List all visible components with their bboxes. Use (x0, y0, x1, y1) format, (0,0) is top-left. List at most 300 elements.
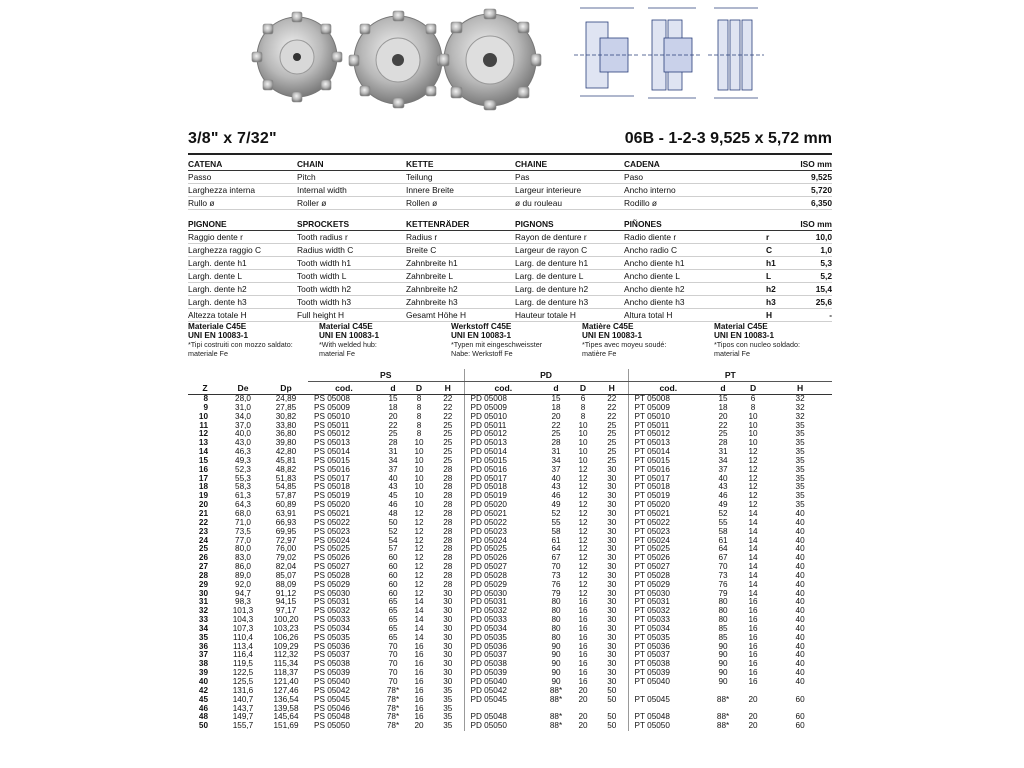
table-cell: PT 05011 (628, 422, 708, 431)
sprocket-spec-cell: Altezza totale H (188, 309, 297, 322)
table-cell: 51,83 (275, 474, 297, 483)
table-cell: 40 (795, 554, 805, 563)
table-cell: PT 05015 (628, 457, 708, 466)
table-cell: PS 05019 (314, 492, 350, 501)
table-row (188, 475, 832, 484)
table-cell: 66,93 (275, 518, 297, 527)
table-cell: PD 05050 (464, 722, 542, 731)
sprocket-spec-cell: Largeur de rayon C (515, 244, 624, 257)
chain-spec-cell: Largeur interieure (515, 184, 624, 197)
sprocket-spec-row (188, 296, 832, 309)
table-cell: 32 (795, 394, 805, 403)
table-row (188, 422, 832, 431)
table-cell: 8 (203, 394, 208, 403)
table-cell: 8 (416, 412, 422, 421)
table-cell: 10 (578, 430, 588, 439)
table-cell: 76 (718, 580, 728, 589)
group-pt: PT (628, 369, 832, 382)
title-bar (188, 130, 832, 152)
table-cell: 10 (414, 439, 424, 448)
table-cell: 43 (551, 483, 561, 492)
table-cell: PD 05025 (464, 545, 542, 554)
table-cell: PT 05028 (628, 572, 708, 581)
table-cell: 40 (795, 545, 805, 554)
sprocket-spec-cell: L (766, 270, 780, 283)
table-cell: 50 (388, 518, 398, 527)
table-cell: 15 (388, 394, 398, 403)
chain-spec-cell: Larghezza interna (188, 184, 297, 197)
table-cell: 28 (443, 501, 453, 510)
table-cell: PD 05012 (464, 430, 542, 439)
table-cell: 30 (607, 545, 617, 554)
material-note2: materiale Fe (188, 349, 228, 358)
table-cell: 65 (388, 598, 398, 607)
table-cell: 12 (414, 509, 424, 518)
sprocket-spec-cell: Larg. de denture L (515, 270, 624, 283)
table-cell: PS 05029 (314, 580, 350, 589)
table-cell: 40 (795, 660, 805, 669)
sprocket-dimensions-table (188, 369, 832, 731)
table-cell: PD 05039 (464, 669, 542, 678)
sprocket-spec-row (188, 270, 832, 283)
table-cell: 73 (551, 571, 561, 580)
table-cell: 30 (607, 554, 617, 563)
table-cell: 90 (718, 678, 728, 686)
table-cell: 25 (443, 456, 453, 465)
table-cell: 31 (551, 448, 561, 457)
table-cell: 90 (718, 642, 728, 651)
table-cell: 40 (795, 616, 805, 625)
table-cell: 29 (198, 580, 208, 589)
table-cell: 25 (443, 421, 453, 430)
table-cell: 46,3 (235, 448, 251, 457)
table-row (188, 625, 832, 634)
table-cell: 10 (414, 456, 424, 465)
table-cell: 104,3 (232, 616, 254, 625)
table-cell: 34,0 (235, 412, 251, 421)
table-cell: 12 (414, 545, 424, 554)
table-cell: 90 (551, 678, 561, 686)
chain-spec-header-cell: CHAIN (297, 158, 406, 171)
table-cell: PT 05010 (628, 413, 708, 422)
table-cell: PS 05036 (314, 642, 350, 651)
table-cell: PT 05012 (628, 430, 708, 439)
sprocket-spec-cell: Larghezza raggio C (188, 244, 297, 257)
table-cell: 88* (549, 713, 563, 722)
table-cell: PS 05025 (314, 545, 350, 554)
material-note1: *Typen mit eingeschweisster (451, 340, 543, 349)
table-cell: 12 (748, 448, 758, 457)
table-cell: 14 (748, 518, 758, 527)
table-row (188, 519, 832, 528)
column-header-row (188, 382, 832, 395)
table-cell: 16 (748, 678, 758, 686)
table-cell: 30 (443, 678, 453, 686)
table-cell: PD 05013 (464, 439, 542, 448)
table-cell: 49 (551, 501, 561, 510)
table-cell: PD 05018 (464, 483, 542, 492)
table-cell: 70 (388, 669, 398, 678)
table-cell: 60 (388, 563, 398, 572)
table-cell: 115,34 (273, 660, 299, 669)
table-cell: 30 (607, 474, 617, 483)
sprocket-spec-cell: h3 (766, 296, 780, 309)
table-cell: PT 05030 (628, 590, 708, 599)
table-cell: 118,37 (273, 669, 299, 678)
table-cell: 97,17 (275, 607, 297, 616)
table-cell: 60 (388, 589, 398, 598)
table-cell: 19 (198, 492, 208, 501)
table-cell: 14 (414, 598, 424, 607)
table-cell: 46 (718, 492, 728, 501)
table-cell: 34 (388, 456, 398, 465)
sprocket-spec-cell: Ancho diente h2 (624, 283, 766, 296)
table-cell: 90 (551, 660, 561, 669)
table-cell: 8 (416, 430, 422, 439)
table-cell: 70 (551, 563, 561, 572)
table-cell: 16 (414, 642, 424, 651)
sprocket-spec-header-cell: SPROCKETS (297, 218, 406, 231)
table-cell: 16 (414, 686, 424, 695)
table-cell: 25 (551, 430, 561, 439)
table-cell: 25 (607, 439, 617, 448)
sprocket-spec-cell: Ancho diente L (624, 270, 766, 283)
table-cell: 31 (388, 448, 398, 457)
table-cell: PT 05034 (628, 625, 708, 634)
table-cell: 16 (578, 607, 588, 616)
sprocket-spec-cell: 1,0 (780, 244, 832, 257)
table-cell: 55 (718, 518, 728, 527)
table-cell: PT 05040 (628, 678, 708, 687)
sprocket-spec-cell: Full height H (297, 309, 406, 322)
table-cell: 52 (718, 509, 728, 518)
table-cell: 40 (795, 509, 805, 518)
table-cell: 30 (443, 642, 453, 651)
table-cell: PS 05046 (314, 704, 350, 713)
table-cell: 8 (416, 403, 422, 412)
table-cell: 113,4 (233, 642, 253, 651)
table-cell: PS 05021 (314, 509, 350, 518)
table-cell: 35 (443, 695, 453, 704)
table-cell: 86,0 (235, 563, 251, 572)
table-cell: PS 05050 (314, 722, 350, 731)
table-cell: 37 (718, 465, 728, 474)
table-cell: 35 (795, 474, 805, 483)
table-cell: PS 05033 (314, 616, 350, 625)
table-cell: 30 (607, 633, 617, 642)
table-row (188, 439, 832, 448)
material-std: UNI EN 10083-1 (582, 331, 643, 340)
table-cell: PS 05022 (314, 518, 350, 527)
table-cell: 11 (199, 421, 208, 430)
table-cell: 14 (748, 554, 758, 563)
table-cell: 16 (748, 607, 758, 616)
table-cell: 122,5 (232, 669, 254, 678)
table-cell (570, 705, 596, 714)
table-cell: PD 05037 (464, 651, 542, 660)
table-cell: 40 (795, 518, 805, 527)
table-cell: PD 05019 (464, 492, 542, 501)
table-cell: 30 (607, 501, 617, 510)
table-cell: 28 (388, 439, 398, 448)
material-note (319, 322, 449, 358)
table-cell: 140,7 (232, 695, 254, 704)
table-cell: 58 (551, 527, 561, 536)
table-cell: 30 (607, 571, 617, 580)
table-cell: 15 (551, 394, 561, 403)
table-cell: 30 (443, 651, 453, 660)
table-cell: 30 (443, 616, 453, 625)
table-cell: 78* (386, 686, 400, 695)
table-cell: 10 (748, 421, 758, 430)
table-cell: PD 05030 (464, 590, 542, 599)
sprocket-spec-cell: Raggio dente r (188, 231, 297, 244)
table-cell: PS 05023 (314, 527, 350, 536)
sprocket-spec-cell: 25,6 (780, 296, 832, 309)
table-cell: 28 (551, 439, 561, 448)
table-cell: 30 (607, 536, 617, 545)
sprocket-spec-header-row (188, 218, 832, 231)
table-cell: 14 (414, 616, 424, 625)
table-row (188, 430, 832, 439)
material-title: Werkstoff C45E (451, 322, 512, 331)
table-row (188, 395, 832, 404)
table-row (188, 705, 832, 714)
sprocket-spec-cell: 5,3 (780, 257, 832, 270)
table-cell: 131,6 (232, 686, 254, 695)
table-cell: 65 (388, 624, 398, 633)
sprocket-spec-cell: Larg. de denture h3 (515, 296, 624, 309)
table-cell: 40 (795, 642, 805, 651)
table-cell: 20 (414, 722, 424, 731)
table-cell: PD 05022 (464, 519, 542, 528)
table-cell: PS 05030 (314, 589, 350, 598)
table-row (188, 590, 832, 599)
table-cell: 40 (795, 598, 805, 607)
table-cell: 76,00 (275, 545, 297, 554)
table-cell: 112,32 (273, 651, 299, 660)
table-cell: PT 05031 (628, 598, 708, 607)
table-cell: 40 (198, 678, 208, 686)
table-row (188, 457, 832, 466)
table-cell: PT 05023 (628, 528, 708, 537)
sprocket-spec-cell: Largh. dente h3 (188, 296, 297, 309)
technical-drawing-triplex (708, 8, 764, 98)
table-cell: 20 (578, 722, 588, 731)
table-cell: 43,0 (235, 439, 251, 448)
sprocket-spec-cell: - (780, 309, 832, 322)
sprocket-spec-cell: Zahnbreite L (406, 270, 515, 283)
table-cell (768, 687, 832, 696)
table-cell: 14 (748, 589, 758, 598)
sprocket-spec-cell: Ancho diente h1 (624, 257, 766, 270)
table-cell: 10 (578, 448, 588, 457)
table-cell: 25 (607, 448, 617, 457)
table-cell: 22 (388, 421, 398, 430)
table-cell: 50 (607, 713, 617, 722)
table-cell: 94,7 (235, 589, 251, 598)
table-cell: 18 (718, 403, 728, 412)
sprocket-spec-cell: Largh. dente h1 (188, 257, 297, 270)
table-cell: PT 05009 (628, 404, 708, 413)
chain-spec-cell: Pitch (297, 171, 406, 184)
table-cell: PD 05009 (464, 404, 542, 413)
table-cell: 61 (551, 536, 561, 545)
col-ps-H: H (432, 382, 464, 395)
table-cell: 32 (795, 403, 805, 412)
group-pd: PD (464, 369, 628, 382)
table-cell: PD 05026 (464, 554, 542, 563)
table-cell: 61,3 (235, 492, 251, 501)
title-divider (188, 153, 832, 155)
sprocket-spec-cell: Tooth width h3 (297, 296, 406, 309)
table-cell: 101,3 (232, 607, 254, 616)
sprocket-spec-cell: Altura total H (624, 309, 766, 322)
table-cell: 52 (551, 509, 561, 518)
table-cell: 12 (578, 571, 588, 580)
table-cell: 9 (203, 403, 208, 412)
table-cell: 60 (388, 571, 398, 580)
table-cell: PD 05048 (464, 713, 542, 722)
sprocket-spec-cell: Zahnbreite h1 (406, 257, 515, 270)
table-cell: 50 (607, 722, 617, 731)
group-header-row (188, 369, 832, 382)
sprocket-spec-cell: Breite C (406, 244, 515, 257)
table-cell: 20 (578, 713, 588, 722)
table-cell: 31 (198, 598, 208, 607)
table-cell: 94,15 (275, 598, 297, 607)
table-cell: 37 (198, 651, 208, 660)
table-cell: 12 (748, 483, 758, 492)
table-cell: PD 05045 (464, 696, 542, 705)
table-cell: 79 (718, 589, 728, 598)
sprocket-spec-cell: Rayon de denture r (515, 231, 624, 244)
table-cell: 30 (607, 527, 617, 536)
material-note2: Nabe: Werkstoff Fe (451, 349, 513, 358)
col-ps-D: D (406, 382, 432, 395)
table-cell: 60 (795, 722, 805, 731)
table-cell: 12 (578, 465, 588, 474)
table-cell: PD 05038 (464, 660, 542, 669)
table-cell: 23 (198, 527, 208, 536)
material-title: Materiale C45E (188, 322, 247, 331)
table-cell: 30 (607, 607, 617, 616)
table-cell: 16 (578, 678, 588, 686)
table-cell: 12 (578, 554, 588, 563)
chain-spec-header-cell: CADENA (624, 158, 766, 171)
table-cell: 65 (388, 607, 398, 616)
table-cell: 85,07 (275, 571, 297, 580)
table-cell: 14 (414, 607, 424, 616)
table-cell: 70 (388, 642, 398, 651)
table-cell: 37 (551, 465, 561, 474)
table-cell: PS 05035 (314, 633, 350, 642)
table-cell: 10 (578, 439, 588, 448)
table-cell: 60,89 (275, 501, 297, 510)
chain-spec-row (188, 197, 832, 210)
table-cell: 151,69 (273, 722, 299, 731)
table-cell: 79 (551, 589, 561, 598)
table-cell: PS 05017 (314, 474, 350, 483)
table-row (188, 598, 832, 607)
table-row (188, 651, 832, 660)
table-cell: 12 (748, 501, 758, 510)
table-cell: 12 (578, 492, 588, 501)
table-cell: PT 05016 (628, 466, 708, 475)
table-cell: 30 (443, 598, 453, 607)
table-cell: PS 05012 (314, 430, 350, 439)
chain-code-metric: 06B - 1-2-3 9,525 x 5,72 mm (624, 130, 832, 147)
table-cell: PD 05024 (464, 537, 542, 546)
table-row (188, 687, 832, 696)
table-cell: 73 (718, 571, 728, 580)
table-cell: 10 (414, 448, 424, 457)
table-cell: 16 (414, 651, 424, 660)
table-cell: PS 05018 (314, 483, 350, 492)
table-cell: PT 05039 (628, 669, 708, 678)
table-cell: 22 (443, 394, 453, 403)
table-cell: 90 (718, 660, 728, 669)
table-cell: 10 (748, 430, 758, 439)
table-cell: 76 (551, 580, 561, 589)
table-cell: 60 (388, 580, 398, 589)
table-row (188, 669, 832, 678)
table-cell: PT 05029 (628, 581, 708, 590)
table-cell: 32 (795, 412, 805, 421)
table-cell: 145,64 (273, 713, 299, 722)
product-images (0, 0, 1024, 112)
table-cell: 50 (198, 722, 208, 731)
table-cell: 34 (718, 456, 728, 465)
table-cell: 70 (388, 651, 398, 660)
chain-spec-cell: Passo (188, 171, 297, 184)
table-row (188, 696, 832, 705)
table-cell: PS 05026 (314, 554, 350, 563)
material-title: Matière C45E (582, 322, 634, 331)
table-cell: 28 (443, 545, 453, 554)
table-cell: 85 (718, 633, 728, 642)
table-cell: PT 05037 (628, 651, 708, 660)
table-cell: 30 (607, 669, 617, 678)
col-pt-d: d (708, 382, 738, 395)
table-cell: 8 (580, 403, 586, 412)
table-cell: 16 (414, 713, 424, 722)
table-cell: 30 (607, 563, 617, 572)
table-cell: 125,5 (232, 678, 254, 686)
table-cell: 12 (198, 430, 208, 439)
table-cell: 45 (198, 695, 208, 704)
table-cell: 16 (578, 669, 588, 678)
material-note1: *Tipes avec moyeu soudé: (582, 340, 667, 349)
table-cell: PS 05034 (314, 624, 350, 633)
table-cell: PS 05015 (314, 456, 350, 465)
table-cell: PD 05015 (464, 457, 542, 466)
table-cell: 70 (388, 678, 398, 686)
table-cell: 16 (748, 660, 758, 669)
table-cell: 10 (414, 465, 424, 474)
table-cell: 22 (198, 518, 208, 527)
table-cell: 35 (443, 713, 453, 722)
table-cell: 21 (198, 509, 208, 518)
duplex-sprocket-photo (349, 11, 447, 108)
chain-spec-header-cell: ISO mm (766, 158, 832, 171)
table-cell: 39,80 (275, 439, 297, 448)
table-cell: PS 05024 (314, 536, 350, 545)
sprocket-spec-cell: Largh. dente h2 (188, 283, 297, 296)
table-cell: 20 (578, 686, 588, 695)
table-cell: 72,97 (275, 536, 297, 545)
table-cell: 10 (578, 456, 588, 465)
